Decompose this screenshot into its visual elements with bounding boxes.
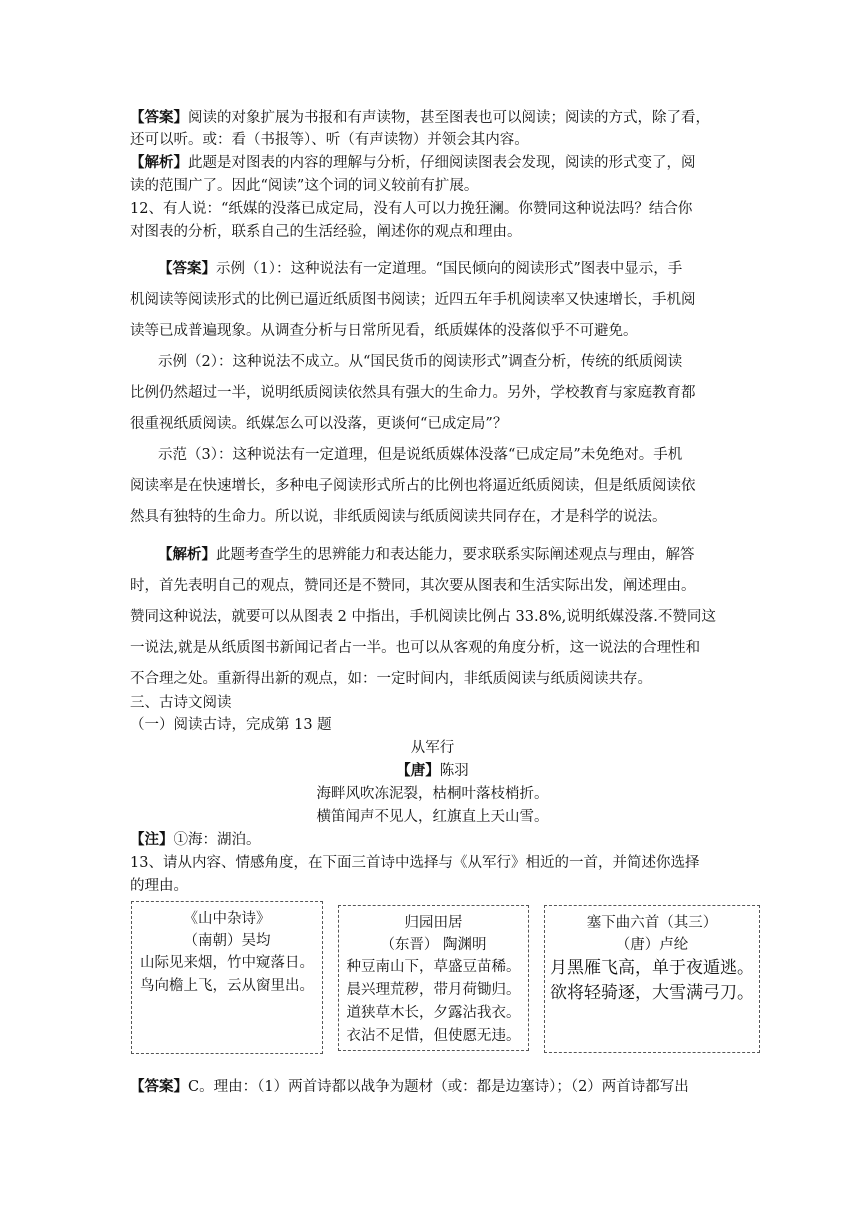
example-3-line-1: 示范（3）：这种说法有一定道理，但是说纸质媒体没落“已成定局”未免绝对。手机: [158, 447, 683, 463]
box-1-line-1: 山际见来烟，竹中窥落日。: [140, 955, 314, 971]
analysis-12-line-3: 赞同这种说法，就要可以从图表 2 中指出，手机阅读比例占 33.8%,说明纸媒没落.不赞同这: [130, 609, 716, 625]
analysis-12-tag: 【解析】: [158, 546, 216, 563]
answer-13-text: C。理由：（1）两首诗都以战争为题材（或：都是边塞诗）；（2）两首诗都写出: [188, 1079, 689, 1095]
analysis-12-line-2: 时，首先表明自己的观点，赞同还是不赞同，其次要从图表和生活实际出发，阐述理由。: [130, 578, 696, 594]
answer-11-line-2: 还可以听。或：看（书报等）、听（有声读物）并领会其内容。: [130, 132, 529, 148]
analysis-12-line-4: 一说法,就是从纸质图书新闻记者占一半。也可以从客观的角度分析，这一说法的合理性和: [130, 640, 701, 656]
answer-12-line-3: 读等已成普遍现象。从调查分析与日常所见看，纸质媒体的没落似乎不可避免。: [130, 323, 638, 339]
question-13-line-2: 的理由。: [130, 878, 188, 894]
poem-note: [130, 830, 261, 850]
poem-option-box-2: [338, 905, 529, 1051]
analysis-12-line-1: [158, 545, 695, 565]
analysis-12-text: 此题考查学生的思辨能力和表达能力，要求联系实际阐述观点与理由，解答: [216, 547, 695, 563]
answer-11-line-1: [130, 108, 710, 128]
example-2-line-3: 很重视纸质阅读。纸媒怎么可以没落，更谈何“已成定局”？: [130, 416, 508, 432]
example-3-line-3: 然具有独特的生命力。所以说，非纸质阅读与纸质阅读共同存在，才是科学的说法。: [130, 509, 667, 525]
question-12-line-1: 12、有人说：“纸媒的没落已成定局，没有人可以力挽狂澜。你赞同这种说法吗？结合你: [130, 201, 693, 217]
box-2-line-4: 衣沾不足惜，但使愿无违。: [346, 1028, 521, 1044]
example-3-line-2: 阅读率是在快速增长，多种电子阅读形式所占的比例也将逼近纸质阅读，但是纸质阅读依: [130, 478, 696, 494]
poem-author: [130, 761, 735, 781]
section-3-title: 三、古诗文阅读: [130, 695, 232, 711]
box-3-line-1: 月黑雁飞高，单于夜遁逃。: [550, 958, 754, 978]
box-3-line-2: 欲将轻骑逐，大雪满弓刀。: [550, 983, 754, 1003]
analysis-12-line-5: 不合理之处。重新得出新的观点，如：一定时间内，非纸质阅读与纸质阅读共存。: [130, 671, 652, 687]
answer-13-tag: 【答案】: [130, 1078, 188, 1095]
box-3-author: （唐）卢纶: [615, 937, 689, 953]
box-2-line-1: 种豆南山下，草盛豆苗稀。: [346, 959, 521, 975]
box-3-title: 塞下曲六首（其三）: [586, 915, 718, 931]
box-2-author: （东晋） 陶渊明: [380, 937, 487, 953]
poem-author-tag: 【唐】: [396, 762, 440, 779]
poem-line-2: 横笛闻声不见人，红旗直上天山雪。: [316, 809, 549, 825]
section-3-subtitle: （一）阅读古诗，完成第 13 题: [130, 717, 332, 733]
answer-13-line-1: [130, 1077, 689, 1097]
question-12-line-2: 对图表的分析，联系自己的生活经验，阐述你的观点和理由。: [130, 224, 522, 240]
poem-option-box-1: [131, 901, 323, 1054]
poem-author-name: 陈羽: [439, 763, 469, 779]
example-2-line-2: 比例仍然超过一半，说明纸质阅读依然具有强大的生命力。另外，学校教育与家庭教育都: [130, 385, 696, 401]
answer-12-tag: 【答案】: [158, 260, 216, 277]
example-1-text: 示例（1）：这种说法有一定道理。“国民倾向的阅读形式”图表中显示，手: [216, 261, 683, 277]
analysis-11-text: 此题是对图表的内容的理解与分析，仔细阅读图表会发现，阅读的形式变了，阅: [188, 155, 696, 171]
box-1-line-2: 鸟向檐上飞，云从窗里出。: [140, 978, 314, 994]
answer-12-line-2: 机阅读等阅读形式的比例已逼近纸质图书阅读；近四五年手机阅读率又快速增长，手机阅: [130, 292, 696, 308]
answer-11-text: 阅读的对象扩展为书报和有声读物，甚至图表也可以阅读；阅读的方式，除了看，: [188, 110, 710, 126]
poem-note-tag: 【注】: [130, 831, 174, 848]
box-1-author: （南朝）吴均: [183, 933, 271, 949]
poem-line-1: 海畔风吹冻泥裂，枯桐叶落枝梢折。: [316, 786, 549, 802]
example-2-line-1: 示例（2）：这种说法不成立。从“国民货币的阅读形式”调查分析，传统的纸质阅读: [158, 354, 683, 370]
box-2-line-2: 晨兴理荒秽，带月荷锄归。: [346, 982, 521, 998]
poem-note-text: ①海：湖泊。: [173, 832, 261, 848]
analysis-11-line-1: [130, 153, 696, 173]
answer-tag: 【答案】: [130, 109, 188, 126]
poem-option-box-3: [544, 905, 760, 1053]
analysis-tag: 【解析】: [130, 154, 188, 171]
answer-12-line-1: [158, 259, 682, 279]
box-2-title: 归园田居: [404, 915, 463, 931]
box-1-title: 《山中杂诗》: [183, 911, 271, 927]
question-13-line-1: 13、请从内容、情感角度，在下面三首诗中选择与《从军行》相近的一首，并简述你选择: [130, 855, 700, 871]
box-2-line-3: 道狭草木长，夕露沾我衣。: [346, 1005, 521, 1021]
poem-title: 从军行: [410, 740, 455, 756]
analysis-11-line-2: 读的范围广了。因此“阅读”这个词的词义较前有扩展。: [130, 178, 479, 194]
